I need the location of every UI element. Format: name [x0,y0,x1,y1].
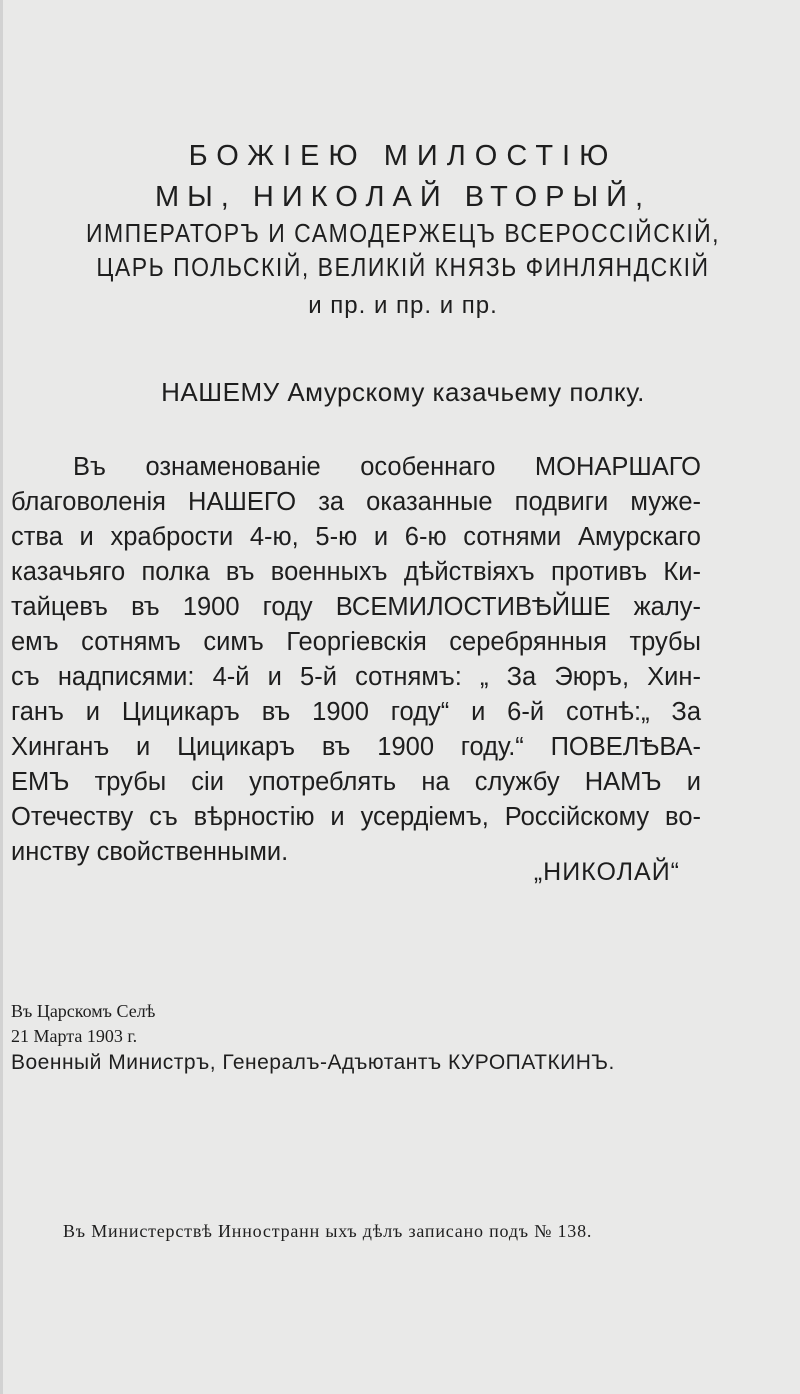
place-line: Въ Царскомъ Селѣ [11,1001,156,1021]
signature: „НИКОЛАЙ“ [533,858,680,886]
body-line-6: емъ сотнямъ симъ Георгіевскія серебрянныя трубы [11,628,701,656]
body-line-7: съ надписями: 4-й и 5-й сотнямъ: „ За Эюръ, Хин- [11,663,701,691]
body-line-5: тайцевъ въ 1900 году ВСЕМИЛОСТИВѢЙШЕ жалу- [11,593,701,621]
date-line: 21 Марта 1903 г. [11,1026,138,1046]
registration-note: Въ Министерствѣ Инностранн ыхъ дѣлъ записано подъ № 138. [63,1221,593,1241]
body-line-1: Въ ознаменованіе особеннаго МОНАРШАГО [73,453,701,481]
body-line-10: ЕМЪ трубы сіи употреблять на службу НАМЪ и [11,768,701,796]
header-line-tsar-title: ЦАРЬ ПОЛЬСКІЙ, ВЕЛИКІЙ КНЯЗЬ ФИНЛЯНДСКІЙ [96,252,710,282]
body-line-3: ства и храбрости 4-ю, 5-ю и 6-ю сотнями Амурскаго [11,523,701,551]
body-line-2: благоволенія НАШЕГО за оказанные подвиги муже- [11,488,701,516]
minister-line: Военный Министръ, Генералъ-Адъютантъ КУРОПАТКИНЪ. [11,1051,615,1074]
header-line-etc: и пр. и пр. и пр. [308,292,498,319]
body-line-12: инству свойственными. [11,838,289,866]
header-line-by-grace-of-god: БОЖІЕЮ МИЛОСТІЮ [188,140,618,172]
body-line-8: ганъ и Цицикаръ въ 1900 году“ и 6-й сотнѣ:„ За [11,698,701,726]
body-line-4: казачьяго полка въ военныхъ дѣйствіяхъ противъ Ки- [11,558,701,586]
header-line-emperor-title: ИМПЕРАТОРЪ И САМОДЕРЖЕЦЪ ВСЕРОССІЙСКІЙ, [85,218,721,248]
body-line-11: Отечеству съ вѣрностію и усердіемъ, Россійскому во- [11,803,701,831]
body-line-9: Хинганъ и Цицикаръ въ 1900 году.“ ПОВЕЛѢВА- [11,733,701,761]
header-line-we-nicholas: МЫ, НИКОЛАЙ ВТОРЫЙ, [154,181,652,213]
addressee-line: НАШЕМУ Амурскому казачьему полку. [161,377,645,407]
